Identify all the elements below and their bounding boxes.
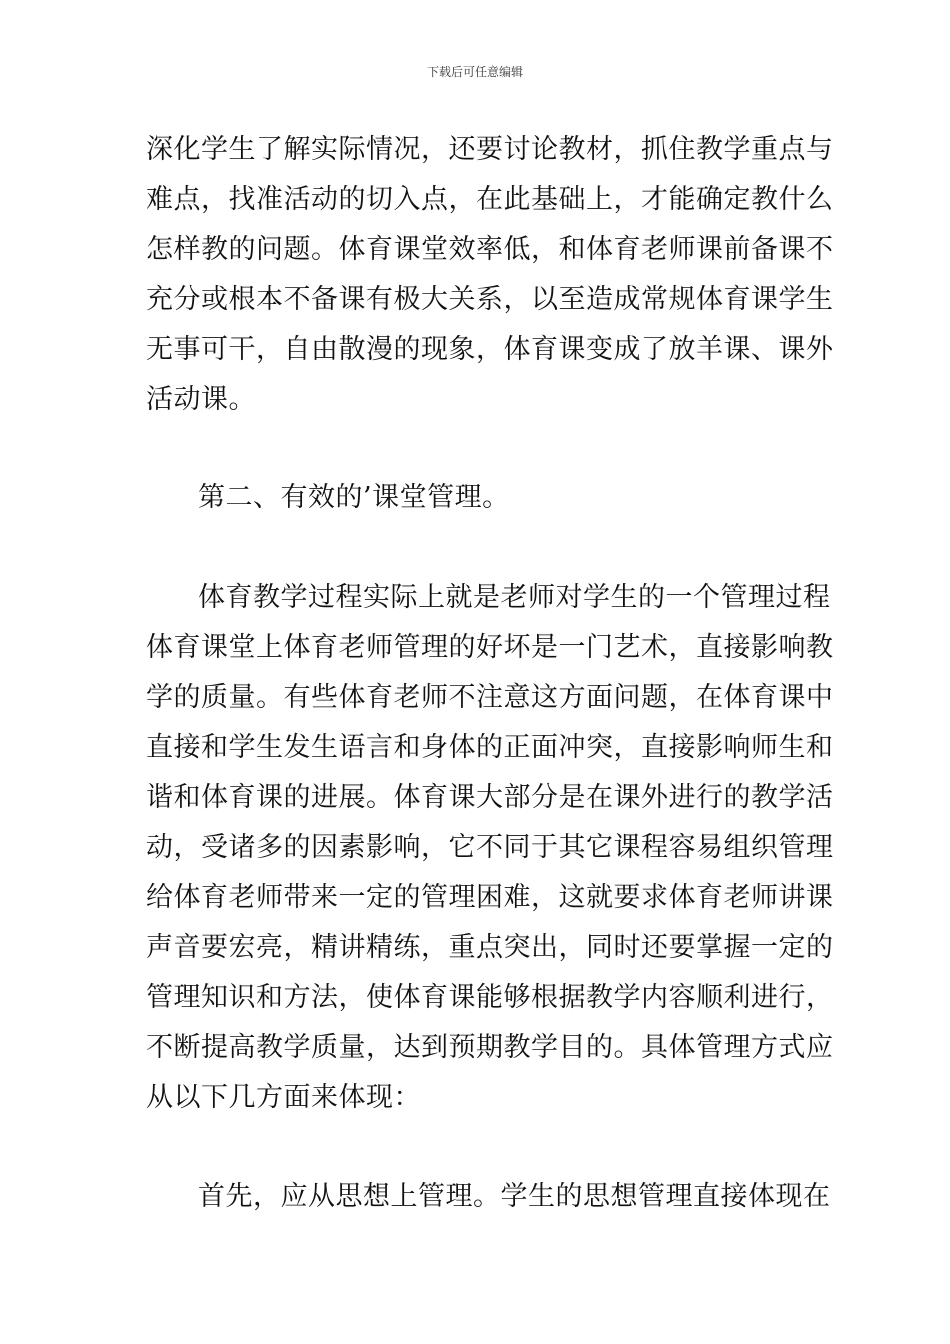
text-line: 体育课堂上体育老师管理的好坏是一门艺术，直接影响教 <box>146 632 834 663</box>
text-line: 管理知识和方法，使体育课能够根据教学内容顺利进行， <box>146 982 834 1013</box>
text-line: 难点，找准活动的切入点，在此基础上，才能确定教什么 <box>146 184 834 215</box>
text-line: 直接和学生发生语言和身体的正面冲突，直接影响师生和 <box>146 732 834 763</box>
text-line: 给体育老师带来一定的管理困难，这就要求体育老师讲课 <box>146 882 834 913</box>
text-line: 深化学生了解实际情况，还要讨论教材，抓住教学重点与 <box>146 134 834 165</box>
page-header: 下载后可任意编辑 <box>426 65 523 79</box>
text-line: 体育教学过程实际上就是老师对学生的一个管理过程 <box>198 582 831 613</box>
section-heading: 第二、有效的’课堂管理。 <box>198 482 510 513</box>
text-line: 怎样教的问题。体育课堂效率低，和体育老师课前备课不 <box>146 234 834 265</box>
text-line: 充分或根本不备课有极大关系，以至造成常规体育课学生 <box>146 284 834 315</box>
text-line: 学的质量。有些体育老师不注意这方面问题，在体育课中 <box>146 682 834 713</box>
text-line: 从以下几方面来体现： <box>146 1082 421 1113</box>
text-line: 谐和体育课的进展。体育课大部分是在课外进行的教学活 <box>146 782 834 813</box>
text-line: 不断提高教学质量，达到预期教学目的。具体管理方式应 <box>146 1032 834 1063</box>
text-line: 动，受诸多的因素影响，它不同于其它课程容易组织管理 <box>146 832 834 863</box>
text-line: 无事可干，自由散漫的现象，体育课变成了放羊课、课外 <box>146 334 834 365</box>
text-line: 声音要宏亮，精讲精练，重点突出，同时还要掌握一定的 <box>146 932 834 963</box>
text-line: 首先，应从思想上管理。学生的思想管理直接体现在 <box>198 1181 831 1212</box>
text-line: 活动课。 <box>146 384 256 415</box>
